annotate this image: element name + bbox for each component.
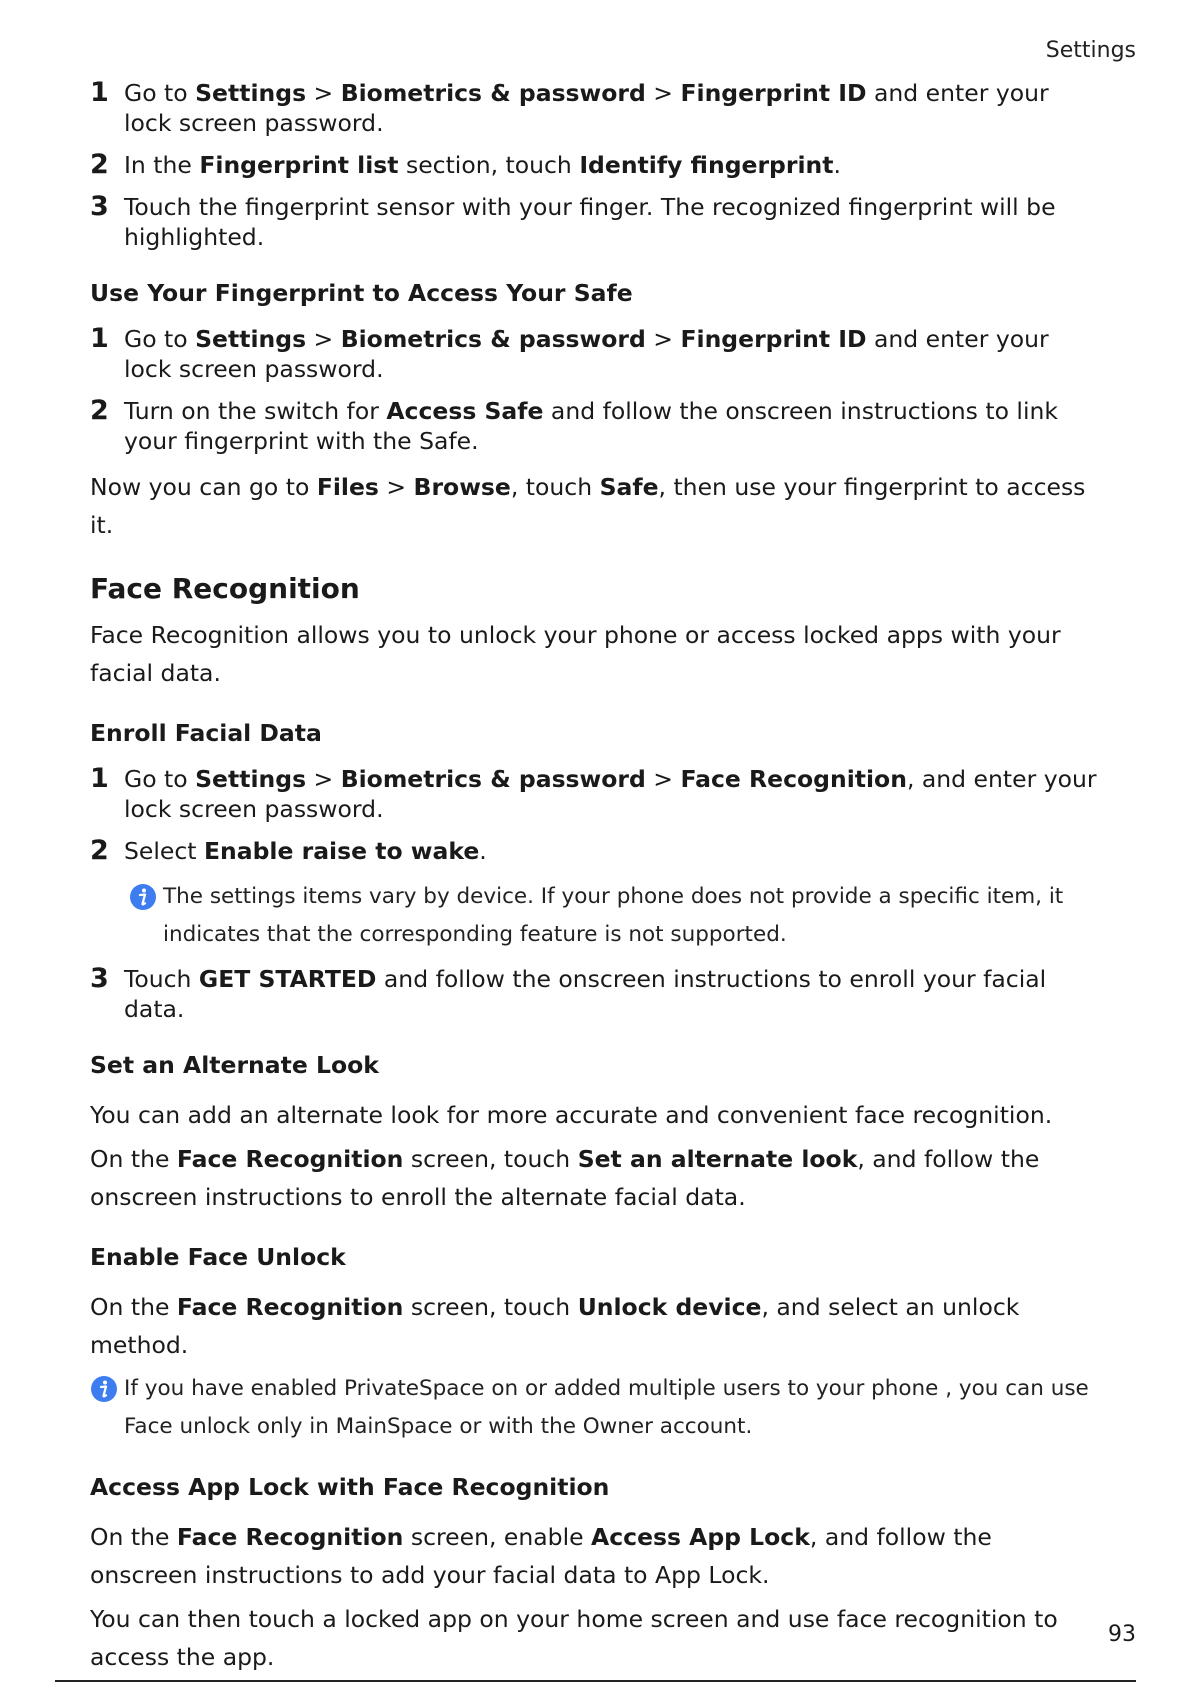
step-text: Go to Settings > Biometrics & password > Fingerprint ID and enter your lock screen password. [124, 325, 1049, 383]
info-icon [90, 1375, 118, 1403]
ui-term: Settings [195, 325, 307, 353]
step-item [90, 964, 1100, 1024]
ui-term: Safe [599, 473, 659, 501]
ui-term: Enable raise to wake [203, 837, 480, 865]
heading-app-lock: Access App Lock with Face Recognition [90, 1473, 610, 1501]
step-text: Touch the fingerprint sensor with your finger. The recognized fingerprint will be highlighted. [124, 193, 1056, 251]
step-text: Go to Settings > Biometrics & password > Face Recognition, and enter your lock screen password. [124, 765, 1097, 823]
step-text: In the Fingerprint list section, touch Identify fingerprint. [124, 151, 841, 179]
note-enroll [129, 878, 1100, 954]
paragraph-face-intro: Face Recognition allows you to unlock your phone or access locked apps with your facial data. [90, 621, 1061, 687]
heading-alternate-look: Set an Alternate Look [90, 1051, 379, 1079]
step-number: 2 [90, 835, 109, 866]
ui-term: Set an alternate look [577, 1145, 858, 1173]
step-item [90, 396, 1100, 456]
step-text: Select Enable raise to wake. [124, 837, 487, 865]
ui-term: Face Recognition [176, 1523, 404, 1551]
steps-enroll-2 [90, 964, 1100, 1024]
ui-term: Biometrics & password [340, 765, 646, 793]
step-item [90, 150, 1100, 180]
ui-term: Fingerprint list [199, 151, 399, 179]
note-enroll-text: The settings items vary by device. If your phone does not provide a specific item, it indicates that the corresponding feature is not supported. [163, 884, 1064, 947]
page-content [90, 78, 1100, 1682]
steps-enroll-1 [90, 764, 1100, 866]
ui-term: Access App Lock [591, 1523, 810, 1551]
ui-term: Fingerprint ID [680, 325, 867, 353]
footer-rule [55, 1680, 1136, 1682]
step-item [90, 836, 1100, 866]
ui-term: Files [316, 473, 379, 501]
ui-term: Unlock device [577, 1293, 762, 1321]
steps-identify-fingerprint [90, 78, 1100, 252]
ui-term: Browse [413, 473, 511, 501]
note-unlock [90, 1370, 1100, 1446]
step-text: Touch GET STARTED and follow the onscreen instructions to enroll your facial data. [124, 965, 1047, 1023]
ui-term: Face Recognition [176, 1145, 404, 1173]
ui-term: Settings [195, 765, 307, 793]
step-text: Go to Settings > Biometrics & password > Fingerprint ID and enter your lock screen password. [124, 79, 1049, 137]
step-number: 3 [90, 191, 109, 222]
steps-access-safe [90, 324, 1100, 456]
step-number: 1 [90, 77, 109, 108]
paragraph-applock-2: You can then touch a locked app on your home screen and use face recognition to access the app. [90, 1605, 1058, 1671]
ui-term: Face Recognition [680, 765, 907, 793]
ui-term: Access Safe [386, 397, 544, 425]
step-text: Turn on the switch for Access Safe and follow the onscreen instructions to link your fingerprint with the Safe. [124, 397, 1058, 455]
heading-fingerprint-safe: Use Your Fingerprint to Access Your Safe [90, 279, 633, 307]
ui-term: Identify fingerprint [579, 151, 834, 179]
paragraph-applock-1: On the Face Recognition screen, enable Access App Lock, and follow the onscreen instructions to add your facial data to App Lock. [90, 1523, 992, 1589]
paragraph-safe: Now you can go to Files > Browse, touch Safe, then use your fingerprint to access it. [90, 473, 1086, 539]
heading-enroll-facial-data: Enroll Facial Data [90, 719, 322, 747]
ui-term: Fingerprint ID [680, 79, 867, 107]
paragraph-alt-1: You can add an alternate look for more accurate and convenient face recognition. [90, 1101, 1053, 1129]
heading-face-recognition: Face Recognition [90, 572, 360, 605]
step-item [90, 78, 1100, 138]
step-number: 3 [90, 963, 109, 994]
info-icon [129, 883, 157, 911]
step-number: 1 [90, 323, 109, 354]
step-item [90, 324, 1100, 384]
ui-term: GET STARTED [198, 965, 377, 993]
ui-term: Settings [195, 79, 307, 107]
ui-term: Biometrics & password [340, 325, 646, 353]
page-number: 93 [1108, 1622, 1136, 1647]
paragraph-unlock: On the Face Recognition screen, touch Unlock device, and select an unlock method. [90, 1293, 1020, 1359]
step-item [90, 764, 1100, 824]
step-item [90, 192, 1100, 252]
ui-term: Biometrics & password [340, 79, 646, 107]
paragraph-alt-2: On the Face Recognition screen, touch Set an alternate look, and follow the onscreen instructions to enroll the alternate facial data. [90, 1145, 1040, 1211]
step-number: 2 [90, 395, 109, 426]
running-header: Settings [1045, 38, 1136, 63]
note-unlock-text: If you have enabled PrivateSpace on or added multiple users to your phone , you can use Face unlock only in MainSpace or with the Owner account. [124, 1376, 1089, 1439]
step-number: 2 [90, 149, 109, 180]
heading-face-unlock: Enable Face Unlock [90, 1243, 346, 1271]
step-number: 1 [90, 763, 109, 794]
ui-term: Face Recognition [176, 1293, 404, 1321]
